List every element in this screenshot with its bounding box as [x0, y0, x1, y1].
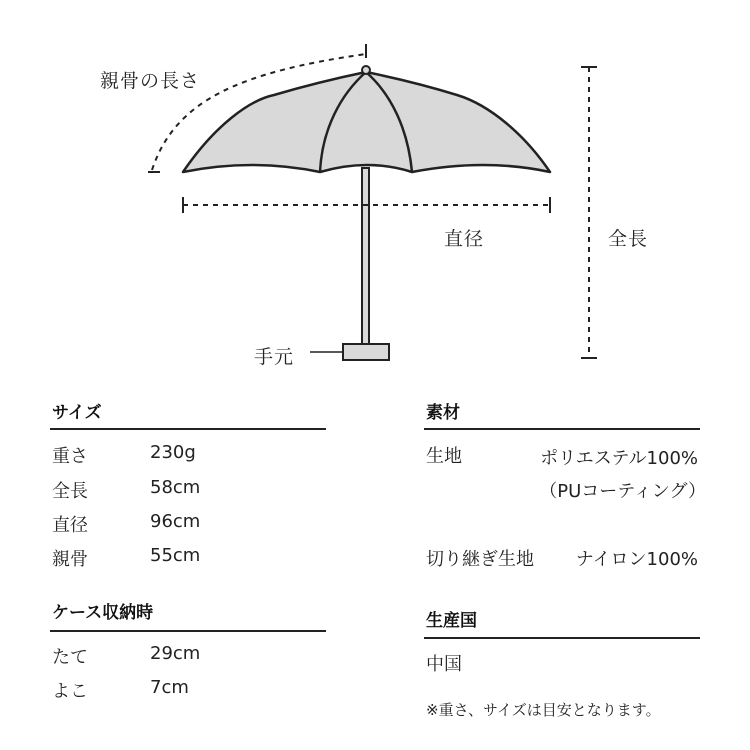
- umbrella-handle: [343, 344, 389, 360]
- handle-label: 手元: [254, 346, 295, 368]
- origin-section-title: 生産国: [426, 611, 477, 631]
- size-weight-value: 230g: [150, 442, 196, 463]
- case-height-value: 29cm: [150, 643, 201, 664]
- origin-value: 中国: [426, 654, 462, 675]
- size-section-title: サイズ: [52, 403, 102, 423]
- rib-length-label: 親骨の長さ: [100, 70, 201, 92]
- size-diameter-label: 直径: [52, 515, 88, 536]
- size-diameter-value: 96cm: [150, 511, 201, 532]
- size-total-length-value: 58cm: [150, 477, 201, 498]
- joint-fabric-label: 切り継ぎ生地: [426, 549, 534, 570]
- size-rib-label: 親骨: [52, 549, 88, 570]
- size-weight-label: 重さ: [52, 446, 88, 467]
- umbrella-canopy: [183, 72, 550, 172]
- total-length-label: 全長: [608, 228, 649, 250]
- size-disclaimer-note: ※重さ、サイズは目安となります。: [426, 701, 661, 719]
- case-section-title: ケース収納時: [52, 603, 154, 623]
- case-section-divider: [50, 630, 326, 632]
- case-width-label: よこ: [52, 681, 88, 702]
- size-rib-value: 55cm: [150, 545, 201, 566]
- umbrella-shaft: [362, 168, 369, 344]
- size-section-divider: [50, 428, 326, 430]
- fabric-label: 生地: [426, 446, 462, 467]
- fabric-coating-value: （PUコーティング）: [539, 481, 706, 502]
- material-section-title: 素材: [426, 403, 460, 423]
- material-section-divider: [424, 428, 700, 430]
- joint-fabric-value: ナイロン100%: [575, 549, 698, 570]
- diameter-label: 直径: [444, 228, 485, 250]
- fabric-value: ポリエステル100%: [540, 448, 698, 469]
- umbrella-tip: [362, 66, 370, 74]
- origin-section-divider: [424, 637, 700, 639]
- case-width-value: 7cm: [150, 677, 189, 698]
- case-height-label: たて: [52, 647, 88, 668]
- size-total-length-label: 全長: [52, 481, 88, 502]
